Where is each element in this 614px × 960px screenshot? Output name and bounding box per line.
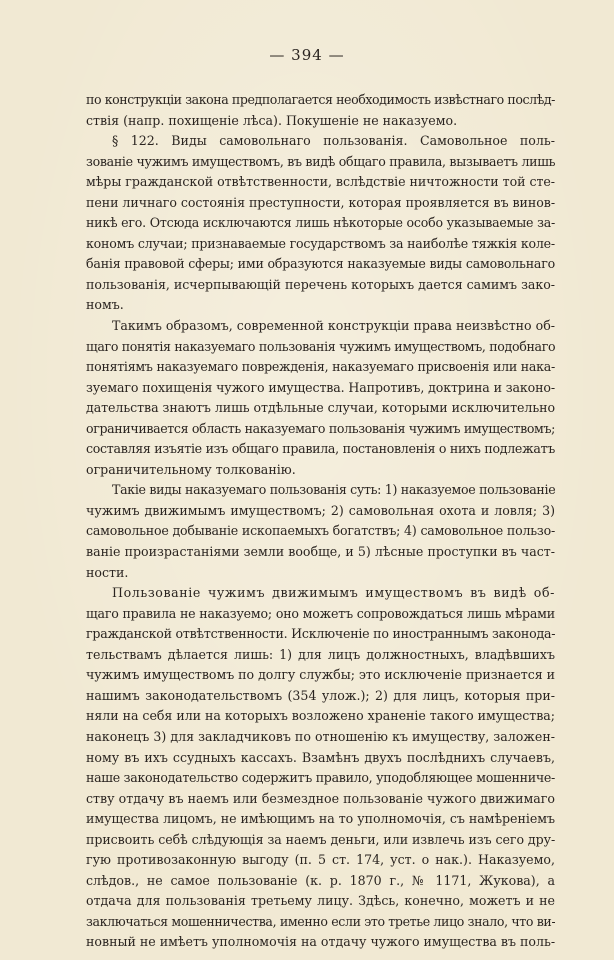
text-line: чужимъ движимымъ имуществомъ; 2) самовольная охота и ловля; 3) — [86, 502, 555, 518]
body-text — [86, 90, 555, 953]
text-line: гую противозаконную выгоду (п. 5 ст. 174, уст. о нак.). Наказуемо, — [86, 852, 555, 868]
text-line: ности. — [86, 564, 129, 580]
text-line: имущества лицомъ, не имѣющимъ на то уполномочія, съ намѣреніемъ — [86, 811, 555, 827]
text-line: нашимъ законодательствомъ (354 улож.); 2) для лицъ, которыя при- — [86, 687, 555, 703]
text-line: пользованія, исчерпывающій перечень которыхъ дается самимъ зако- — [86, 276, 555, 292]
text-line: заключаться мошенничества, именно если это третье лицо знало, что ви- — [86, 913, 555, 929]
text-line: присвоить себѣ слѣдующія за наемъ деньги, или извлечь изъ сего дру- — [86, 831, 555, 847]
text-line: щаго правила не наказуемо; оно можетъ сопровождаться лишь мѣрами — [86, 605, 555, 621]
text-line: мѣры гражданской отвѣтственности, вслѣдствіе ничтожности той сте- — [86, 174, 555, 190]
text-line: гражданской отвѣтственности. Исключеніе по иностраннымъ законода- — [86, 626, 555, 642]
text-line: пени личнаго состоянія преступности, которая проявляется въ винов- — [86, 194, 555, 210]
text-line: наконецъ 3) для закладчиковъ по отношенію къ имуществу, заложен- — [86, 728, 555, 744]
text-line: составляя изъятіе изъ общаго правила, постановленія о нихъ подлежатъ — [86, 441, 555, 457]
text-line: Такіе виды наказуемаго пользованія суть: 1) наказуемое пользованіе — [112, 482, 555, 498]
text-line: отдача для пользованія третьему лицу. Здѣсь, конечно, можетъ и не — [86, 893, 555, 909]
text-line: дательства знаютъ лишь отдѣльные случаи, которыми исключительно — [86, 400, 555, 416]
text-line: няли на себя или на которыхъ возложено храненіе такого имущества; — [86, 708, 555, 724]
text-line: § 122. Виды самовольнаго пользованія. Самовольное поль- — [112, 133, 555, 149]
text-line: по конструкціи закона предполагается необходимость извѣстнаго послѣд- — [86, 92, 555, 107]
text-line: ограничительному толкованію. — [86, 461, 296, 477]
text-line: номъ. — [86, 297, 124, 313]
text-line: самовольное добываніе ископаемыхъ богатствъ; 4) самовольное пользо- — [86, 523, 555, 539]
text-line: ограничивается область наказуемаго пользованія чужимъ имуществомъ; — [86, 420, 555, 436]
text-line: зованіе чужимъ имуществомъ, въ видѣ общаго правила, вызываетъ лишь — [86, 153, 555, 169]
text-line: наше законодательство содержитъ правило, уподобляющее мошенниче- — [86, 770, 555, 786]
text-line: никѣ его. Отсюда исключаются лишь нѣкоторые особо указываемые за- — [86, 215, 555, 231]
text-line: щаго понятія наказуемаго пользованія чужимъ имуществомъ, подобнаго — [86, 338, 555, 354]
text-line: слѣдов., не самое пользованіе (к. р. 1870 г., № 1171, Жукова), а — [86, 872, 555, 888]
text-line: понятіямъ наказуемаго поврежденія, наказуемаго присвоенія или нака- — [86, 359, 555, 375]
text-line: банія правовой сферы; ими образуются наказуемые виды самовольнаго — [86, 256, 555, 272]
text-line: тельствамъ дѣлается лишь: 1) для лицъ должностныхъ, владѣвшихъ — [86, 646, 555, 662]
text-line: Такимъ образомъ, современной конструкціи права неизвѣстно об- — [112, 318, 555, 334]
text-line: кономъ случаи; признаваемые государствомъ за наиболѣе тяжкія коле- — [86, 235, 555, 251]
text-line: ству отдачу въ наемъ или безмездное пользованіе чужого движимаго — [86, 790, 555, 806]
page-number: — 394 — — [269, 46, 345, 64]
text-line: ствія (напр. похищеніе лѣса). Покушеніе не наказуемо. — [86, 112, 458, 128]
text-line: чужимъ имуществомъ по долгу службы; это исключеніе признается и — [86, 667, 555, 683]
text-line: новный не имѣетъ уполномочія на отдачу чужого имущества въ поль- — [86, 934, 555, 950]
text-line: зуемаго похищенія чужого имущества. Напротивъ, доктрина и законо- — [86, 379, 555, 395]
text-line: Пользованіе чужимъ движимымъ имуществомъ въ видѣ об- — [112, 585, 555, 601]
text-line: ваніе произрастаніями земли вообще, и 5) лѣсные проступки въ част- — [86, 544, 555, 560]
text-line: ному въ ихъ ссудныхъ кассахъ. Взамѣнъ двухъ послѣднихъ случаевъ, — [86, 749, 555, 765]
